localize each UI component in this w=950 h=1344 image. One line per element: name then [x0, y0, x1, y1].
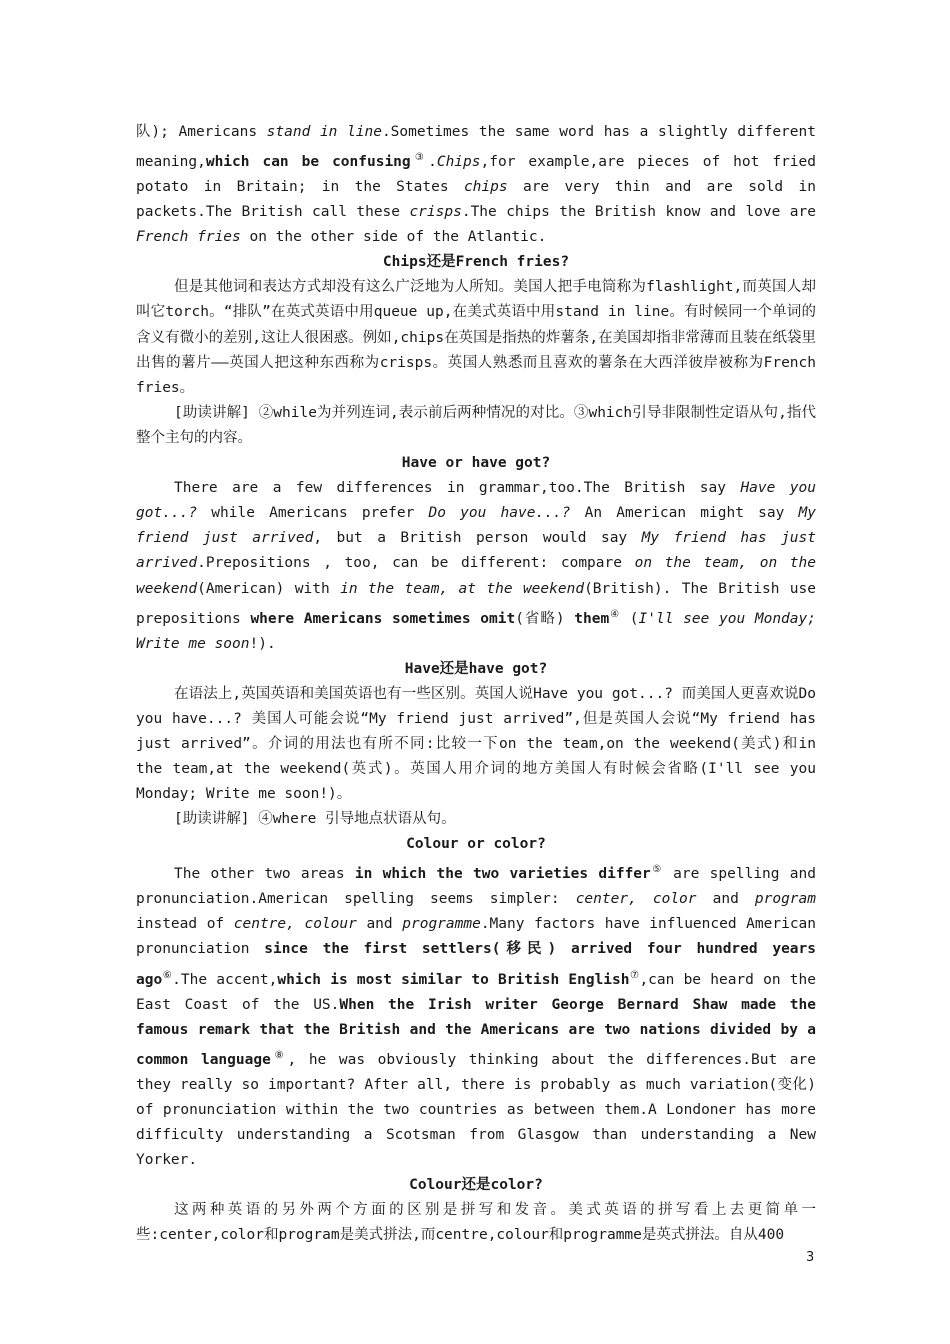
text-run: Chips	[436, 153, 481, 170]
text-run: 这两种英语的另外两个方面的区别是拼写和发音。美式英语的拼写看上去更简单一些:center,color和program是美式拼法,而centre,colour和programme是英式拼法。自从400	[136, 1202, 816, 1244]
paragraph	[136, 120, 816, 250]
text-run: 队); Americans	[136, 124, 267, 140]
text-run: (American) with	[197, 580, 341, 597]
text-run: where Americans sometimes omit	[250, 610, 516, 627]
text-run: chips	[463, 179, 508, 196]
section-heading: Have还是have got?	[404, 660, 548, 677]
document-body	[136, 120, 816, 1248]
text-run: .The chips the British know and love are	[461, 204, 816, 221]
text-run: on the other side of the Atlantic.	[240, 229, 547, 246]
text-run: are spelling and pronunciation.American spelling seems simpler:	[136, 866, 816, 908]
text-run: My friend has just arrived	[136, 530, 816, 572]
text-run: since the first settlers	[264, 941, 492, 958]
text-run: .Many factors have influenced American pronunciation	[136, 916, 817, 958]
footnote-marker: ⑥	[162, 969, 173, 981]
section-heading: Have or have got?	[401, 455, 551, 472]
text-run: which can be confusing	[205, 153, 411, 170]
footnote-marker: ④	[609, 608, 621, 620]
text-run: There are a few differences in grammar,too.The British say	[174, 480, 741, 497]
text-run: instead of	[136, 916, 234, 933]
text-run: .Sometimes the same word has a slightly different meaning,	[136, 124, 816, 170]
section-heading: Colour or color?	[406, 836, 546, 853]
text-run: centre, colour	[233, 916, 357, 933]
text-run: and	[356, 916, 403, 933]
text-run: them	[574, 610, 610, 627]
text-run: 在语法上,英国英语和美国英语也有一些区别。英国人说Have you got...? 而美国人更喜欢说Do you have...? 美国人可能会说“My friend just arrived”,但是英国人会说“My friend has just arrived”。介词的用法也有所不同:比较一下on the team,on the weekend(美式)和in the team,at the weekend(英式)。英国人用介词的地方美国人有时候会省略(I'll see you Monday; Write me soon!)。	[136, 685, 816, 803]
text-run: , but a British person would say	[313, 530, 642, 547]
text-run: .The accent,	[172, 971, 278, 988]
text-run: [助读讲解] ④where 引导地点状语从句。	[174, 811, 456, 828]
text-run: which is most similar to British English	[277, 971, 630, 988]
text-run: I'll see you Monday; Write me soon	[136, 610, 816, 652]
paragraph	[136, 1198, 816, 1248]
text-run: (移民)	[491, 941, 571, 958]
paragraph	[136, 476, 816, 656]
footnote-marker: ⑦	[629, 969, 640, 981]
text-run: .	[428, 153, 437, 170]
text-run: Do you have...?	[428, 505, 571, 522]
text-run: (British). The British use prepositions	[136, 580, 816, 627]
text-run: program	[754, 891, 816, 908]
text-run: crisps	[409, 204, 462, 221]
text-run: An American might say	[570, 505, 799, 522]
text-run: while Americans prefer	[197, 505, 429, 522]
text-run: center, color	[575, 891, 697, 908]
text-run: When the Irish writer George Bernard Shaw made the famous remark that the British and the Americans are two nations divided by a common language	[136, 996, 816, 1068]
text-run: [助读讲解] ②while为并列连词,表示前后两种情况的对比。③which引导非限制性定语从句,指代整个主句的内容。	[136, 404, 816, 446]
footnote-marker: ⑤	[650, 864, 663, 876]
text-run: (	[620, 610, 639, 627]
text-run: programme	[402, 916, 481, 933]
section-heading: Colour还是color?	[409, 1176, 543, 1193]
paragraph	[136, 275, 816, 400]
text-run: My friend just arrived	[136, 505, 816, 547]
text-run: on the team, on the weekend	[136, 555, 816, 597]
text-run: in which the two varieties differ	[354, 866, 651, 883]
paragraph	[136, 857, 816, 1173]
text-run: and	[696, 891, 755, 908]
text-run: French fries	[136, 229, 241, 246]
text-run: , he was obviously thinking about the differences.But are they really so important? After all, there is probably as much variation(变化) of pronunciation within the two countries as between them.A Londoner has more difficulty understanding a Scotsman from Glasgow than understanding a New Yorker.	[136, 1051, 816, 1168]
text-run: ,can be heard on the East Coast of the US.	[136, 971, 816, 1013]
footnote-marker: ③	[410, 152, 429, 164]
section-heading: Chips还是French fries?	[382, 254, 570, 271]
text-run: !).	[249, 635, 276, 652]
footnote-marker: ⑧	[270, 1049, 288, 1061]
paragraph	[136, 807, 816, 832]
text-run: are very thin and are sold in packets.The British call these	[136, 179, 816, 221]
paragraph	[136, 401, 816, 451]
text-run: stand in line	[266, 124, 382, 140]
text-run: in the team, at the weekend	[340, 580, 585, 597]
text-run: 但是其他词和表达方式却没有这么广泛地为人所知。美国人把手电筒称为flashlight,而英国人却叫它torch。“排队”在英式英语中用queue up,在美式英语中用stand in line。有时候同一个单词的含义有微小的差别,这让人很困惑。例如,chips在英国是指热的炸薯条,在美国却指非常薄而且装在纸袋里出售的薯片——英国人把这种东西称为crisps。英国人熟悉而且喜欢的薯条在大西洋彼岸被称为French fries。	[136, 279, 816, 396]
text-run: arrived four hundred years ago	[136, 941, 816, 988]
text-run: The other two areas	[174, 866, 355, 883]
text-run: .Prepositions , too, can be different: compare	[197, 555, 635, 572]
page-number: 3	[806, 1250, 815, 1265]
paragraph	[136, 682, 816, 807]
text-run: ,for example,are pieces of hot fried potato in Britain; in the States	[136, 153, 816, 196]
text-run: Have you got...?	[136, 480, 817, 522]
text-run: (省略)	[515, 610, 575, 627]
